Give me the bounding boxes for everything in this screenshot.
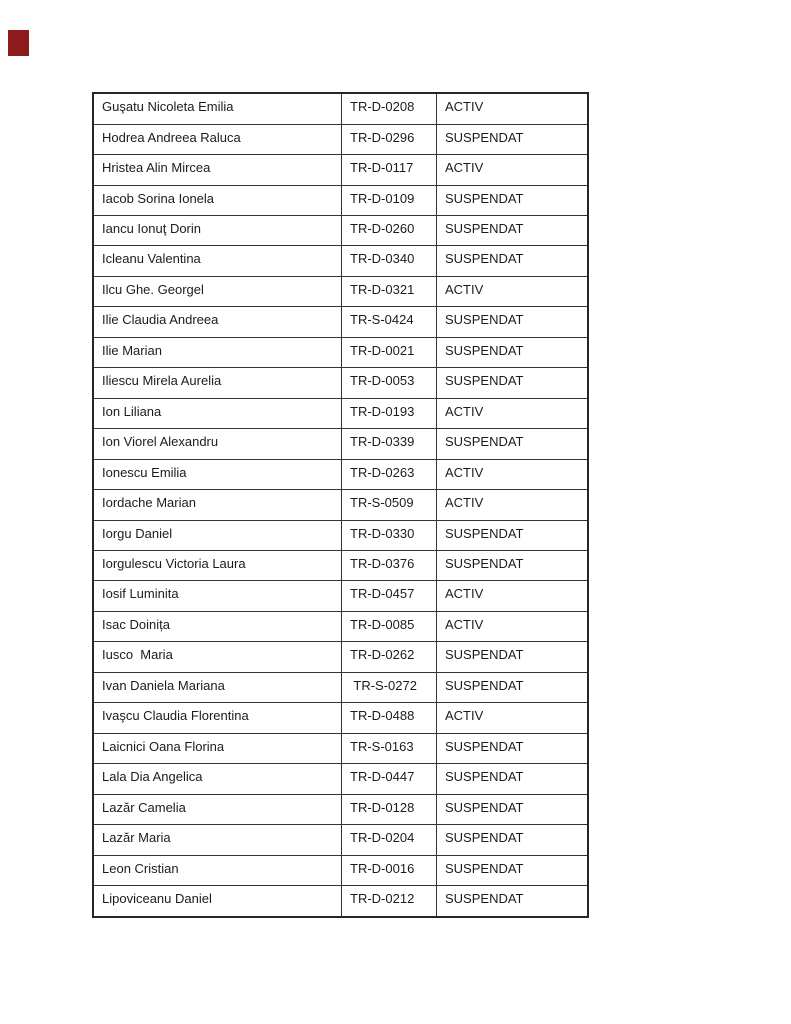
member-status: SUSPENDAT	[437, 733, 589, 763]
member-code: TR-S-0509	[342, 490, 437, 520]
member-name: Ivan Daniela Mariana	[93, 672, 342, 702]
table-row	[93, 733, 588, 763]
member-code: TR-D-0330	[342, 520, 437, 550]
member-code: TR-D-0016	[342, 855, 437, 885]
member-status: SUSPENDAT	[437, 520, 589, 550]
red-marker	[8, 30, 29, 56]
member-status: ACTIV	[437, 490, 589, 520]
member-code: TR-S-0272	[342, 672, 437, 702]
member-code: TR-D-0296	[342, 124, 437, 154]
member-name: Lazăr Camelia	[93, 794, 342, 824]
member-name: Guşatu Nicoleta Emilia	[93, 93, 342, 124]
member-name: Ilie Claudia Andreea	[93, 307, 342, 337]
member-status: SUSPENDAT	[437, 429, 589, 459]
table-row	[93, 337, 588, 367]
table-row	[93, 459, 588, 489]
table-row	[93, 764, 588, 794]
member-code: TR-D-0376	[342, 550, 437, 580]
member-name: Lazăr Maria	[93, 825, 342, 855]
member-name: Iordache Marian	[93, 490, 342, 520]
member-code: TR-D-0321	[342, 276, 437, 306]
member-code: TR-D-0339	[342, 429, 437, 459]
member-code: TR-D-0053	[342, 368, 437, 398]
member-name: Ilie Marian	[93, 337, 342, 367]
member-code: TR-D-0262	[342, 642, 437, 672]
table-row	[93, 398, 588, 428]
member-name: Iancu Ionuţ Dorin	[93, 216, 342, 246]
member-status: ACTIV	[437, 459, 589, 489]
member-status: ACTIV	[437, 93, 589, 124]
member-status: SUSPENDAT	[437, 794, 589, 824]
table-row	[93, 581, 588, 611]
table-row	[93, 124, 588, 154]
member-status: SUSPENDAT	[437, 246, 589, 276]
member-code: TR-D-0085	[342, 611, 437, 641]
member-name: Hristea Alin Mircea	[93, 155, 342, 185]
table-row	[93, 368, 588, 398]
member-status: SUSPENDAT	[437, 550, 589, 580]
member-status: SUSPENDAT	[437, 368, 589, 398]
member-name: Ilcu Ghe. Georgel	[93, 276, 342, 306]
member-status: SUSPENDAT	[437, 216, 589, 246]
member-status: ACTIV	[437, 398, 589, 428]
member-code: TR-D-0457	[342, 581, 437, 611]
member-status: ACTIV	[437, 155, 589, 185]
member-name: Lala Dia Angelica	[93, 764, 342, 794]
member-status: ACTIV	[437, 611, 589, 641]
member-code: TR-D-0128	[342, 794, 437, 824]
table-row	[93, 307, 588, 337]
member-status: SUSPENDAT	[437, 124, 589, 154]
member-name: Lipoviceanu Daniel	[93, 885, 342, 917]
member-name: Iorgulescu Victoria Laura	[93, 550, 342, 580]
member-code: TR-D-0260	[342, 216, 437, 246]
table-row	[93, 550, 588, 580]
member-status: ACTIV	[437, 581, 589, 611]
member-code: TR-D-0204	[342, 825, 437, 855]
member-code: TR-D-0263	[342, 459, 437, 489]
member-status: SUSPENDAT	[437, 185, 589, 215]
table-row	[93, 93, 588, 124]
member-name: Ion Viorel Alexandru	[93, 429, 342, 459]
table-row	[93, 794, 588, 824]
table-row	[93, 885, 588, 917]
table-row	[93, 246, 588, 276]
member-code: TR-S-0163	[342, 733, 437, 763]
table-row	[93, 825, 588, 855]
table-row	[93, 490, 588, 520]
member-name: Isac Doinița	[93, 611, 342, 641]
table-row	[93, 855, 588, 885]
member-status: SUSPENDAT	[437, 825, 589, 855]
member-name: Leon Cristian	[93, 855, 342, 885]
table-row	[93, 611, 588, 641]
member-name: Laicnici Oana Florina	[93, 733, 342, 763]
member-status: SUSPENDAT	[437, 885, 589, 917]
table-row	[93, 185, 588, 215]
member-code: TR-D-0117	[342, 155, 437, 185]
member-status: SUSPENDAT	[437, 307, 589, 337]
member-code: TR-D-0109	[342, 185, 437, 215]
members-table	[92, 92, 589, 918]
member-code: TR-S-0424	[342, 307, 437, 337]
member-status: SUSPENDAT	[437, 764, 589, 794]
table-row	[93, 276, 588, 306]
table-row	[93, 703, 588, 733]
member-code: TR-D-0212	[342, 885, 437, 917]
member-code: TR-D-0021	[342, 337, 437, 367]
member-name: Hodrea Andreea Raluca	[93, 124, 342, 154]
member-name: Ivaşcu Claudia Florentina	[93, 703, 342, 733]
table-row	[93, 520, 588, 550]
member-code: TR-D-0447	[342, 764, 437, 794]
table-row	[93, 155, 588, 185]
member-status: SUSPENDAT	[437, 642, 589, 672]
member-code: TR-D-0193	[342, 398, 437, 428]
member-status: ACTIV	[437, 276, 589, 306]
member-name: Ionescu Emilia	[93, 459, 342, 489]
member-name: Iliescu Mirela Aurelia	[93, 368, 342, 398]
member-status: SUSPENDAT	[437, 855, 589, 885]
table-row	[93, 429, 588, 459]
table-row	[93, 672, 588, 702]
member-code: TR-D-0340	[342, 246, 437, 276]
member-code: TR-D-0488	[342, 703, 437, 733]
member-status: ACTIV	[437, 703, 589, 733]
member-name: Ion Liliana	[93, 398, 342, 428]
member-code: TR-D-0208	[342, 93, 437, 124]
table-row	[93, 216, 588, 246]
member-status: SUSPENDAT	[437, 672, 589, 702]
member-name: Icleanu Valentina	[93, 246, 342, 276]
member-status: SUSPENDAT	[437, 337, 589, 367]
member-name: Iusco Maria	[93, 642, 342, 672]
table-row	[93, 642, 588, 672]
members-table-body	[93, 93, 588, 917]
member-name: Iacob Sorina Ionela	[93, 185, 342, 215]
member-name: Iosif Luminita	[93, 581, 342, 611]
member-name: Iorgu Daniel	[93, 520, 342, 550]
